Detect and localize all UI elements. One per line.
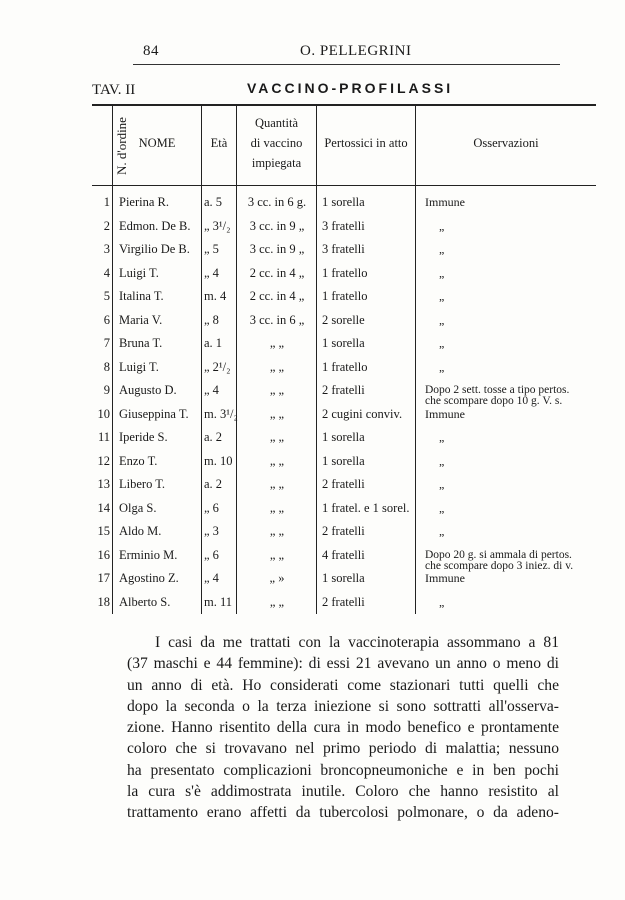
cell-pert: 2 fratelli — [322, 524, 365, 538]
cell-num: 12 — [97, 453, 110, 468]
cell-nome: Erminio M. — [119, 547, 178, 562]
column-divider — [236, 106, 237, 614]
cell-osservazioni: Immune — [425, 406, 465, 421]
cell-eta: „ 3¹/₂ — [204, 218, 231, 233]
cell-nome: Agostino Z. — [119, 571, 179, 585]
cell-osservazioni: „ — [439, 453, 445, 468]
table-title: VACCINO-PROFILASSI — [247, 80, 454, 96]
table-label: TAV. II — [92, 82, 136, 98]
paragraph-line: I casi da me trattati con la vaccinoterapia assommano a 81 — [155, 634, 559, 651]
cell-quant: 3 cc. in 9 „ — [249, 242, 305, 256]
cell-eta: „ 4 — [204, 571, 219, 585]
cell-num: 11 — [97, 430, 110, 444]
cell-nome: Iperide S. — [119, 430, 168, 444]
cell-eta: „ 8 — [204, 312, 219, 327]
cell-osservazioni: „ — [439, 500, 445, 515]
cell-quant: 3 cc. in 6 „ — [249, 312, 305, 327]
cell-quant: „ „ — [269, 383, 285, 397]
cell-osservazioni: „ — [439, 312, 445, 327]
cell-quant: „ „ — [269, 477, 285, 491]
cell-num: 18 — [97, 594, 110, 609]
cell-osservazioni: „ — [439, 265, 445, 280]
cell-pert: 2 fratelli — [322, 594, 365, 609]
cell-osservazioni: „ — [439, 477, 445, 491]
cell-nome: Pierina R. — [119, 195, 169, 209]
cell-nome: Alberto S. — [119, 594, 171, 609]
cell-num: 14 — [97, 500, 110, 515]
cell-osservazioni: „ — [439, 594, 445, 609]
cell-quant: „ „ — [269, 336, 285, 350]
cell-nome: Aldo M. — [119, 524, 162, 538]
cell-osservazioni: „ — [439, 336, 445, 350]
cell-quant: „ „ — [269, 430, 285, 444]
cell-num: 2 — [103, 218, 110, 233]
cell-nome: Luigi T. — [119, 265, 159, 280]
cell-eta: „ 6 — [204, 500, 219, 515]
cell-num: 5 — [103, 289, 110, 303]
cell-num: 13 — [97, 477, 110, 491]
column-divider — [415, 106, 416, 614]
cell-osservazioni: che scompare dopo 10 g. V. s. — [425, 395, 563, 407]
cell-quant: „ „ — [269, 500, 285, 515]
header-eta: Età — [210, 136, 228, 150]
cell-quant: 2 cc. in 4 „ — [249, 289, 305, 303]
paragraph-line: (37 maschi e 44 femmine): di essi 21 avevano un anno o meno di — [127, 655, 559, 673]
running-head: O. PELLEGRINI — [300, 43, 412, 59]
cell-nome: Giuseppina T. — [119, 406, 189, 421]
cell-eta: „ 4 — [204, 383, 219, 397]
table-top-rule — [92, 104, 596, 106]
column-divider — [201, 106, 202, 614]
cell-nome: Bruna T. — [119, 336, 163, 350]
cell-eta: a. 2 — [204, 477, 223, 491]
cell-pert: 1 fratel. e 1 sorel. — [322, 500, 410, 515]
cell-quant: 3 cc. in 6 g. — [247, 195, 307, 209]
cell-eta: „ 6 — [204, 547, 219, 562]
cell-quant: „ „ — [269, 406, 285, 421]
cell-nome: Virgilio De B. — [119, 242, 190, 256]
cell-osservazioni: Dopo 20 g. si ammala di pertos. — [425, 548, 572, 561]
cell-eta: m. 3¹/₂ — [204, 406, 238, 421]
cell-pert: 2 fratelli — [322, 477, 365, 491]
header-quantita-line: di vaccino — [250, 136, 303, 150]
cell-pert: 1 fratello — [322, 265, 368, 280]
cell-nome: Augusto D. — [119, 383, 177, 397]
cell-quant: 2 cc. in 4 „ — [249, 265, 305, 280]
cell-num: 10 — [97, 406, 110, 421]
cell-nome: Edmon. De B. — [119, 218, 191, 233]
header-nome: NOME — [138, 136, 176, 150]
paragraph-line: coloro che si trovavano nel primo periodo di malattia; nessuno — [127, 740, 559, 758]
header-quantita-line: impiegata — [251, 156, 302, 170]
cell-eta: a. 1 — [204, 336, 223, 350]
cell-nome: Italina T. — [119, 289, 164, 303]
column-divider — [112, 106, 113, 614]
cell-pert: 1 sorella — [322, 453, 365, 468]
cell-quant: „ „ — [269, 547, 285, 562]
cell-osservazioni: „ — [439, 524, 445, 538]
page-number: 84 — [143, 43, 159, 59]
cell-pert: 1 sorella — [322, 336, 365, 350]
cell-eta: m. 4 — [204, 289, 227, 303]
cell-eta: „ 2¹/₂ — [204, 359, 231, 374]
cell-pert: 3 fratelli — [322, 218, 365, 233]
header-quantita — [237, 113, 316, 173]
cell-osservazioni: Immune — [425, 195, 465, 209]
cell-osservazioni: „ — [439, 430, 445, 444]
cell-osservazioni: „ — [439, 242, 445, 256]
paragraph-line: un anno di età. Ho considerati come stazionari tutti quelli che — [127, 676, 559, 694]
cell-pert: 4 fratelli — [322, 547, 365, 562]
cell-nome: Olga S. — [119, 500, 157, 515]
cell-num: 17 — [97, 571, 110, 585]
cell-num: 16 — [97, 547, 110, 562]
cell-num: 3 — [103, 242, 110, 256]
cell-eta: a. 2 — [204, 430, 223, 444]
cell-num: 4 — [103, 265, 110, 280]
cell-nome: Luigi T. — [119, 359, 159, 374]
cell-eta: m. 11 — [204, 594, 233, 609]
cell-pert: 1 fratello — [322, 289, 368, 303]
cell-quant: „ „ — [269, 453, 285, 468]
cell-eta: m. 10 — [204, 453, 233, 468]
cell-num: 9 — [103, 383, 110, 397]
cell-osservazioni: „ — [439, 359, 445, 374]
table-header-rule — [92, 185, 596, 186]
paragraph-line: trattamento erano affetti da tubercolosi polmonare, o da adeno- — [127, 804, 559, 822]
cell-eta: „ 5 — [204, 242, 219, 256]
cell-quant: „ „ — [269, 594, 285, 609]
cell-quant: „ » — [269, 571, 285, 585]
cell-nome: Enzo T. — [119, 453, 158, 468]
paragraph-line: zione. Hanno risentito della cura in modo benefico e prontamente — [127, 719, 559, 737]
cell-osservazioni: „ — [439, 218, 445, 233]
header-quantita-line: Quantità — [254, 116, 299, 130]
cell-pert: 1 sorella — [322, 571, 365, 585]
paragraph-line: dopo la seconda o la terza iniezione si sono sottratti all'osserva- — [127, 697, 559, 715]
cell-osservazioni: che scompare dopo 3 iniez. di v. — [425, 559, 574, 572]
cell-num: 7 — [103, 336, 110, 350]
column-divider — [316, 106, 317, 614]
cell-pert: 2 sorelle — [322, 312, 365, 327]
cell-pert: 2 fratelli — [322, 383, 365, 397]
cell-num: 8 — [103, 359, 110, 374]
cell-quant: „ „ — [269, 524, 285, 538]
paragraph-line: la cura s'è addimostrata inutile. Coloro che hanno resistito al — [127, 783, 559, 801]
cell-eta: „ 4 — [204, 265, 219, 280]
header-pertossici: Pertossici in atto — [324, 136, 408, 150]
cell-quant: 3 cc. in 9 „ — [249, 218, 305, 233]
cell-osservazioni: Dopo 2 sett. tosse a tipo pertos. — [425, 384, 570, 396]
cell-quant: „ „ — [269, 359, 285, 374]
cell-eta: „ 3 — [204, 524, 219, 538]
cell-pert: 2 cugini conviv. — [322, 406, 403, 421]
header-osservazioni: Osservazioni — [473, 136, 539, 150]
cell-eta: a. 5 — [204, 195, 223, 209]
cell-pert: 1 fratello — [322, 359, 368, 374]
cell-num: 1 — [103, 195, 110, 209]
cell-pert: 1 sorella — [322, 430, 365, 444]
header-rule — [133, 64, 560, 65]
cell-nome: Maria V. — [119, 312, 163, 327]
cell-nome: Libero T. — [119, 477, 166, 491]
header-ordine: N. d'ordine — [114, 117, 129, 175]
cell-num: 6 — [103, 312, 110, 327]
cell-pert: 3 fratelli — [322, 242, 365, 256]
cell-num: 15 — [97, 524, 110, 538]
cell-osservazioni: „ — [439, 289, 445, 303]
body-paragraph — [127, 632, 559, 824]
paragraph-line: ha presentato complicazioni broncopneumoniche e in ben pochi — [127, 761, 559, 779]
cell-pert: 1 sorella — [322, 195, 365, 209]
cell-osservazioni: Immune — [425, 571, 465, 585]
